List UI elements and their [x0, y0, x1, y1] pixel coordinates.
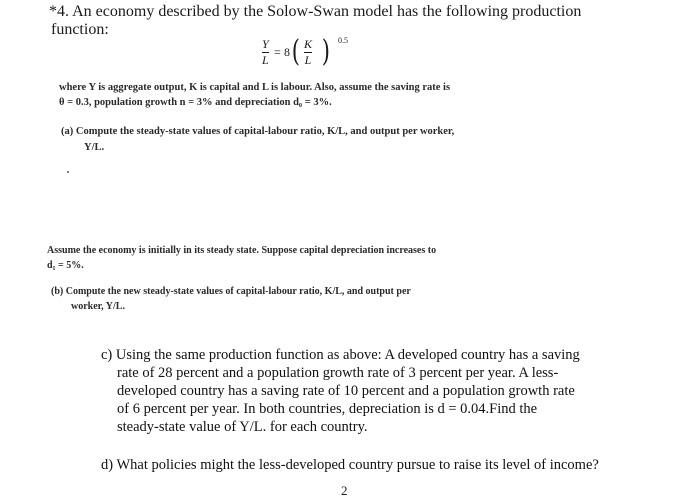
formula-equals: =	[274, 45, 281, 59]
production-function-formula	[262, 34, 362, 76]
part-c-line-4: of 6 percent per year. In both countries, depreciation is d = 0.04.Find the	[117, 401, 538, 417]
part-b-line-2: worker, Y/L.	[71, 301, 125, 312]
part-a-line-1: (a) Compute the steady-state values of capital-labour ratio, K/L, and output per worker,	[61, 126, 455, 137]
formula-inner-numerator: K	[304, 37, 313, 51]
part-c-line-5: steady-state value of Y/L. for each country.	[117, 419, 368, 435]
part-c-line-3: developed country has a saving rate of 10 percent and a population growth rate	[117, 383, 575, 399]
formula-close-paren: )	[321, 34, 330, 69]
part-d-line-1: d) What policies might the less-developed country pursue to raise its level of income?	[101, 457, 599, 473]
question-title-line-2: function:	[51, 21, 109, 38]
part-b-line-1: (b) Compute the new steady-state values of capital-labour ratio, K/L, and output per	[51, 286, 411, 297]
formula-lhs-fraction	[262, 38, 269, 67]
formula-lhs-denominator: L	[262, 53, 269, 67]
scan-speck	[67, 171, 69, 173]
assume-line-1: Assume the economy is initially in its steady state. Suppose capital depreciation increases to	[47, 245, 437, 256]
formula-exponent: 0.5	[338, 36, 348, 45]
part-c-line-2: rate of 28 percent and a population growth rate of 3 percent per year. A less-	[117, 365, 559, 381]
formula-lhs-numerator: Y	[262, 37, 269, 51]
part-a-line-2: Y/L.	[84, 142, 105, 153]
question-title-line-1: *4. An economy described by the Solow-Swan model has the following production	[49, 3, 582, 20]
intro-line-1: where Y is aggregate output, K is capital and L is labour. Also, assume the saving rate is	[59, 82, 451, 93]
assume-line-2: d₁ = 5%.	[47, 260, 84, 271]
formula-coefficient: 8	[284, 45, 290, 59]
formula-inner-denominator: L	[304, 53, 312, 67]
page-number: 2	[341, 483, 348, 498]
part-c-line-1: c) Using the same production function as above: A developed country has a saving	[101, 347, 580, 363]
formula-inner-fraction	[304, 38, 312, 67]
intro-line-2: θ = 0.3, population growth n = 3% and depreciation d₀ = 3%.	[59, 97, 332, 108]
formula-open-paren: (	[291, 34, 300, 69]
